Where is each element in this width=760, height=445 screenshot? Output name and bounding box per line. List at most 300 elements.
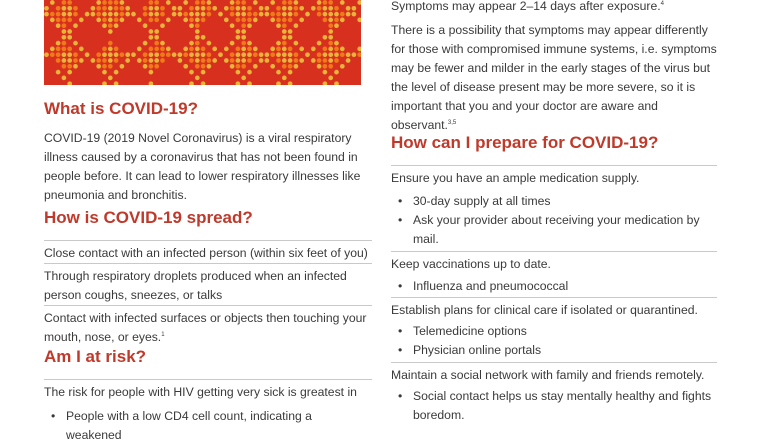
- banner-dot: [195, 0, 200, 5]
- banner-dot: [120, 23, 125, 28]
- banner-dot: [311, 18, 316, 23]
- banner-dot: [96, 6, 101, 11]
- banner-dot: [352, 35, 357, 40]
- banner-dot: [44, 18, 49, 23]
- banner-dot: [276, 81, 281, 85]
- banner-dot: [328, 6, 333, 11]
- banner-dot: [328, 64, 333, 69]
- banner-dot: [85, 0, 90, 5]
- banner-dot: [288, 52, 293, 57]
- banner-dot: [67, 70, 72, 75]
- banner-dot: [178, 23, 183, 28]
- banner-dot: [131, 18, 136, 23]
- banner-dot: [96, 64, 101, 69]
- banner-dot: [207, 58, 212, 63]
- possibility-text: There is a possibility that symptoms may appear differently for those with compromised immune systems, i.e. symptoms may be fewer and milder in the early stages of the virus but the level of disease present may be more severe, so it is important that you and your doctor are aware and observant.$^{3,5}$: [391, 23, 717, 132]
- banner-dot: [247, 6, 252, 11]
- banner-dot: [334, 81, 339, 85]
- banner-dot: [299, 29, 304, 34]
- banner-dot: [253, 64, 258, 69]
- banner-dot: [62, 81, 67, 85]
- banner-dot: [265, 29, 270, 34]
- banner-dot: [102, 58, 107, 63]
- banner-dot: [172, 81, 177, 85]
- banner-dot: [317, 64, 322, 69]
- banner-dot: [154, 81, 159, 85]
- banner-dot: [212, 0, 217, 5]
- banner-dot: [352, 64, 357, 69]
- banner-dot: [230, 29, 235, 34]
- banner-dot: [288, 70, 293, 75]
- banner-dot: [218, 41, 223, 46]
- spread-row: Close contact with an infected person (within six feet of you): [44, 240, 372, 263]
- banner-dot: [143, 76, 148, 81]
- banner-dot: [85, 23, 90, 28]
- banner-dot: [357, 18, 361, 23]
- banner-dot: [85, 12, 90, 17]
- banner-dot: [125, 6, 130, 11]
- banner-dot: [178, 58, 183, 63]
- banner-dot: [247, 0, 252, 5]
- banner-dot: [218, 0, 223, 5]
- banner-dot: [282, 23, 287, 28]
- banner-dot: [207, 76, 212, 81]
- banner-dot: [253, 6, 258, 11]
- banner-dot: [183, 0, 188, 5]
- banner-dot: [201, 81, 206, 85]
- banner-dot: [154, 18, 159, 23]
- banner-dot: [282, 12, 287, 17]
- banner-dot: [212, 64, 217, 69]
- banner-dot: [346, 81, 351, 85]
- banner-dot: [230, 52, 235, 57]
- banner-dot: [50, 23, 55, 28]
- banner-dot: [218, 81, 223, 85]
- banner-dot: [195, 18, 200, 23]
- banner-dot: [357, 12, 361, 17]
- banner-dot: [62, 70, 67, 75]
- banner-dot: [328, 76, 333, 81]
- banner-dot: [236, 52, 241, 57]
- banner-dot: [79, 64, 84, 69]
- banner-dot: [212, 70, 217, 75]
- banner-dot: [270, 52, 275, 57]
- banner-dot: [352, 52, 357, 57]
- banner-dot: [143, 18, 148, 23]
- banner-dot: [340, 81, 345, 85]
- banner-dot: [195, 23, 200, 28]
- banner-dot: [288, 41, 293, 46]
- banner-dot: [328, 81, 333, 85]
- banner-dot: [183, 70, 188, 75]
- banner-dot: [212, 23, 217, 28]
- decorative-banner: [44, 0, 361, 85]
- banner-dot: [212, 35, 217, 40]
- banner-dot: [346, 47, 351, 52]
- banner-dot: [183, 35, 188, 40]
- banner-dot: [67, 58, 72, 63]
- banner-dot: [114, 23, 119, 28]
- banner-dot: [96, 81, 101, 85]
- banner-dot: [311, 70, 316, 75]
- banner-dot: [91, 18, 96, 23]
- banner-dot: [102, 70, 107, 75]
- banner-dot: [79, 81, 84, 85]
- banner-dot: [201, 6, 206, 11]
- banner-dot: [253, 23, 258, 28]
- banner-dot: [137, 35, 142, 40]
- banner-dot: [299, 6, 304, 11]
- banner-dot: [195, 52, 200, 57]
- banner-dot: [259, 0, 264, 5]
- banner-dot: [305, 76, 310, 81]
- banner-dot: [282, 64, 287, 69]
- banner-dot: [91, 35, 96, 40]
- banner-dot: [108, 12, 113, 17]
- banner-dot: [195, 58, 200, 63]
- banner-dot: [288, 64, 293, 69]
- banner-dot: [230, 12, 235, 17]
- banner-dot: [183, 52, 188, 57]
- banner-dot: [120, 52, 125, 57]
- banner-dot: [270, 47, 275, 52]
- banner-dot: [288, 29, 293, 34]
- banner-dot: [154, 41, 159, 46]
- banner-dot: [340, 23, 345, 28]
- banner-dot: [247, 12, 252, 17]
- banner-dot: [137, 29, 142, 34]
- banner-dot: [102, 0, 107, 5]
- banner-dot: [340, 0, 345, 5]
- banner-dot: [340, 52, 345, 57]
- banner-dot: [346, 58, 351, 63]
- banner-dot: [334, 12, 339, 17]
- banner-dot: [172, 29, 177, 34]
- banner-dot: [125, 76, 130, 81]
- banner-dot: [340, 47, 345, 52]
- banner-dot: [149, 52, 154, 57]
- banner-dot: [340, 41, 345, 46]
- banner-dot: [357, 23, 361, 28]
- banner-dot: [73, 58, 78, 63]
- banner-dot: [224, 12, 229, 17]
- banner-dot: [288, 76, 293, 81]
- banner-dot: [125, 81, 130, 85]
- banner-dot: [79, 35, 84, 40]
- banner-dot: [154, 23, 159, 28]
- banner-dot: [189, 47, 194, 52]
- banner-dot: [149, 6, 154, 11]
- banner-dot: [160, 76, 165, 81]
- banner-dot: [91, 58, 96, 63]
- banner-dot: [102, 6, 107, 11]
- banner-dot: [207, 81, 212, 85]
- banner-dot: [265, 47, 270, 52]
- banner-dot: [340, 18, 345, 23]
- prep-row-vaccination: Keep vaccinations up to date.: [391, 251, 717, 277]
- banner-dot: [311, 76, 316, 81]
- banner-dot: [172, 58, 177, 63]
- banner-dot: [44, 81, 49, 85]
- banner-dot: [224, 23, 229, 28]
- banner-dot: [91, 47, 96, 52]
- banner-dot: [340, 29, 345, 34]
- banner-dot: [120, 41, 125, 46]
- banner-dot: [120, 6, 125, 11]
- footnote-ref: 1: [161, 331, 165, 338]
- prep-bullet: • Telemedicine options: [413, 322, 713, 341]
- banner-dot: [352, 81, 357, 85]
- banner-dot: [50, 0, 55, 5]
- banner-dot: [218, 52, 223, 57]
- banner-dot: [340, 35, 345, 40]
- banner-dot: [178, 35, 183, 40]
- banner-dot: [154, 70, 159, 75]
- banner-dot: [294, 0, 299, 5]
- banner-dot: [91, 23, 96, 28]
- banner-dot: [56, 18, 61, 23]
- banner-dot: [236, 41, 241, 46]
- banner-dot: [357, 52, 361, 57]
- banner-dot: [334, 35, 339, 40]
- banner-dot: [62, 23, 67, 28]
- banner-dot: [96, 29, 101, 34]
- banner-dot: [125, 41, 130, 46]
- prep-bullet: • Influenza and pneumococcal: [413, 277, 713, 296]
- banner-dot: [102, 52, 107, 57]
- banner-dot: [247, 70, 252, 75]
- banner-dot: [212, 29, 217, 34]
- banner-dot: [108, 0, 113, 5]
- banner-dot: [241, 12, 246, 17]
- banner-dot: [137, 76, 142, 81]
- banner-dot: [265, 41, 270, 46]
- banner-dot: [207, 23, 212, 28]
- banner-dot: [218, 64, 223, 69]
- banner-dot: [282, 35, 287, 40]
- banner-dot: [294, 47, 299, 52]
- banner-dot: [172, 70, 177, 75]
- banner-dot: [230, 47, 235, 52]
- symptoms-text: Symptoms may appear 2–14 days after exposure.$^4$: [391, 0, 664, 13]
- banner-dot: [166, 23, 171, 28]
- banner-dot: [79, 6, 84, 11]
- banner-dot: [294, 12, 299, 17]
- banner-dot: [334, 70, 339, 75]
- banner-dot: [62, 47, 67, 52]
- banner-dot: [73, 0, 78, 5]
- banner-dot: [143, 64, 148, 69]
- banner-dot: [166, 18, 171, 23]
- banner-dot: [253, 52, 258, 57]
- banner-dot: [236, 47, 241, 52]
- banner-dot: [270, 35, 275, 40]
- banner-dot: [73, 18, 78, 23]
- banner-dot: [334, 6, 339, 11]
- banner-dot: [276, 0, 281, 5]
- banner-dot: [137, 41, 142, 46]
- banner-dot: [143, 6, 148, 11]
- banner-dot: [357, 47, 361, 52]
- banner-dot: [73, 76, 78, 81]
- banner-dot: [67, 23, 72, 28]
- banner-dot: [79, 76, 84, 81]
- banner-dot: [328, 0, 333, 5]
- banner-dot: [50, 6, 55, 11]
- banner-dot: [230, 70, 235, 75]
- banner-dot: [259, 35, 264, 40]
- banner-dot: [166, 76, 171, 81]
- banner-dot: [305, 35, 310, 40]
- banner-dot: [62, 35, 67, 40]
- banner-dot: [120, 29, 125, 34]
- banner-dot: [328, 47, 333, 52]
- banner-dot: [125, 0, 130, 5]
- banner-dot: [62, 0, 67, 5]
- banner-dot: [67, 0, 72, 5]
- banner-dot: [149, 81, 154, 85]
- footnote-ref: 3,5: [447, 119, 457, 126]
- banner-dot: [166, 6, 171, 11]
- banner-dot: [79, 0, 84, 5]
- banner-dot: [44, 58, 49, 63]
- banner-dot: [224, 6, 229, 11]
- banner-dot: [288, 6, 293, 11]
- banner-dot: [183, 6, 188, 11]
- banner-dot: [160, 52, 165, 57]
- banner-dot: [137, 23, 142, 28]
- banner-dot: [328, 12, 333, 17]
- prep-bullet: • Ask your provider about receiving your medication by mail.: [413, 211, 713, 249]
- banner-dot: [50, 70, 55, 75]
- banner-dot: [183, 23, 188, 28]
- banner-dot: [131, 0, 136, 5]
- banner-dot: [305, 41, 310, 46]
- banner-dot: [294, 58, 299, 63]
- banner-dot: [62, 12, 67, 17]
- banner-dot: [247, 41, 252, 46]
- banner-dot: [125, 58, 130, 63]
- banner-dot: [125, 29, 130, 34]
- banner-dot: [241, 29, 246, 34]
- banner-dot: [357, 76, 361, 81]
- banner-dot: [195, 35, 200, 40]
- banner-dot: [328, 18, 333, 23]
- banner-dot: [253, 12, 258, 17]
- banner-dot: [102, 76, 107, 81]
- banner-dot: [276, 47, 281, 52]
- banner-dot: [73, 64, 78, 69]
- banner-dot: [299, 41, 304, 46]
- banner-dot: [352, 6, 357, 11]
- banner-dot: [50, 76, 55, 81]
- banner-dot: [207, 47, 212, 52]
- banner-dot: [96, 47, 101, 52]
- banner-dot: [218, 12, 223, 17]
- banner-dot: [172, 6, 177, 11]
- banner-dot: [212, 76, 217, 81]
- banner-dot: [96, 41, 101, 46]
- prep-bullet: • 30-day supply at all times: [413, 192, 713, 211]
- banner-dot: [160, 70, 165, 75]
- banner-dot: [67, 6, 72, 11]
- banner-dot: [230, 18, 235, 23]
- banner-dot: [317, 18, 322, 23]
- banner-dot: [96, 12, 101, 17]
- banner-dot: [305, 47, 310, 52]
- banner-dot: [236, 58, 241, 63]
- banner-dot: [96, 23, 101, 28]
- banner-dot: [323, 76, 328, 81]
- banner-dot: [166, 29, 171, 34]
- banner-dot: [259, 47, 264, 52]
- banner-dot: [241, 0, 246, 5]
- banner-dot: [56, 23, 61, 28]
- banner-dot: [334, 0, 339, 5]
- banner-dot: [346, 70, 351, 75]
- banner-dot: [178, 70, 183, 75]
- banner-dot: [149, 12, 154, 17]
- banner-dot: [44, 64, 49, 69]
- banner-dot: [96, 18, 101, 23]
- banner-dot: [73, 47, 78, 52]
- banner-dot: [305, 0, 310, 5]
- banner-dot: [85, 18, 90, 23]
- banner-dot: [357, 35, 361, 40]
- banner-dot: [236, 81, 241, 85]
- banner-dot: [265, 70, 270, 75]
- banner-dot: [247, 23, 252, 28]
- banner-dot: [73, 6, 78, 11]
- banner-dot: [120, 18, 125, 23]
- banner-dot: [282, 6, 287, 11]
- banner-dot: [114, 58, 119, 63]
- banner-dot: [108, 81, 113, 85]
- banner-dot: [212, 52, 217, 57]
- banner-dot: [276, 35, 281, 40]
- banner-dot: [253, 70, 258, 75]
- banner-dot: [323, 64, 328, 69]
- banner-dot: [44, 41, 49, 46]
- banner-dot: [62, 64, 67, 69]
- banner-dot: [311, 23, 316, 28]
- banner-dot: [299, 58, 304, 63]
- banner-dot: [299, 35, 304, 40]
- banner-dot: [340, 58, 345, 63]
- banner-dot: [247, 58, 252, 63]
- banner-dot: [79, 18, 84, 23]
- banner-dot: [352, 18, 357, 23]
- banner-dot: [328, 52, 333, 57]
- banner-dot: [224, 0, 229, 5]
- banner-dot: [305, 52, 310, 57]
- banner-dot: [154, 52, 159, 57]
- banner-dot: [241, 52, 246, 57]
- banner-dot: [224, 29, 229, 34]
- banner-dot: [50, 29, 55, 34]
- banner-dot: [323, 52, 328, 57]
- banner-dot: [178, 29, 183, 34]
- banner-dot: [131, 76, 136, 81]
- banner-dot: [207, 29, 212, 34]
- banner-dot: [334, 58, 339, 63]
- banner-dot: [85, 41, 90, 46]
- banner-dot: [224, 76, 229, 81]
- banner-dot: [183, 58, 188, 63]
- banner-dot: [224, 70, 229, 75]
- banner-dot: [241, 18, 246, 23]
- prepare-heading: How can I prepare for COVID-19?: [391, 133, 659, 152]
